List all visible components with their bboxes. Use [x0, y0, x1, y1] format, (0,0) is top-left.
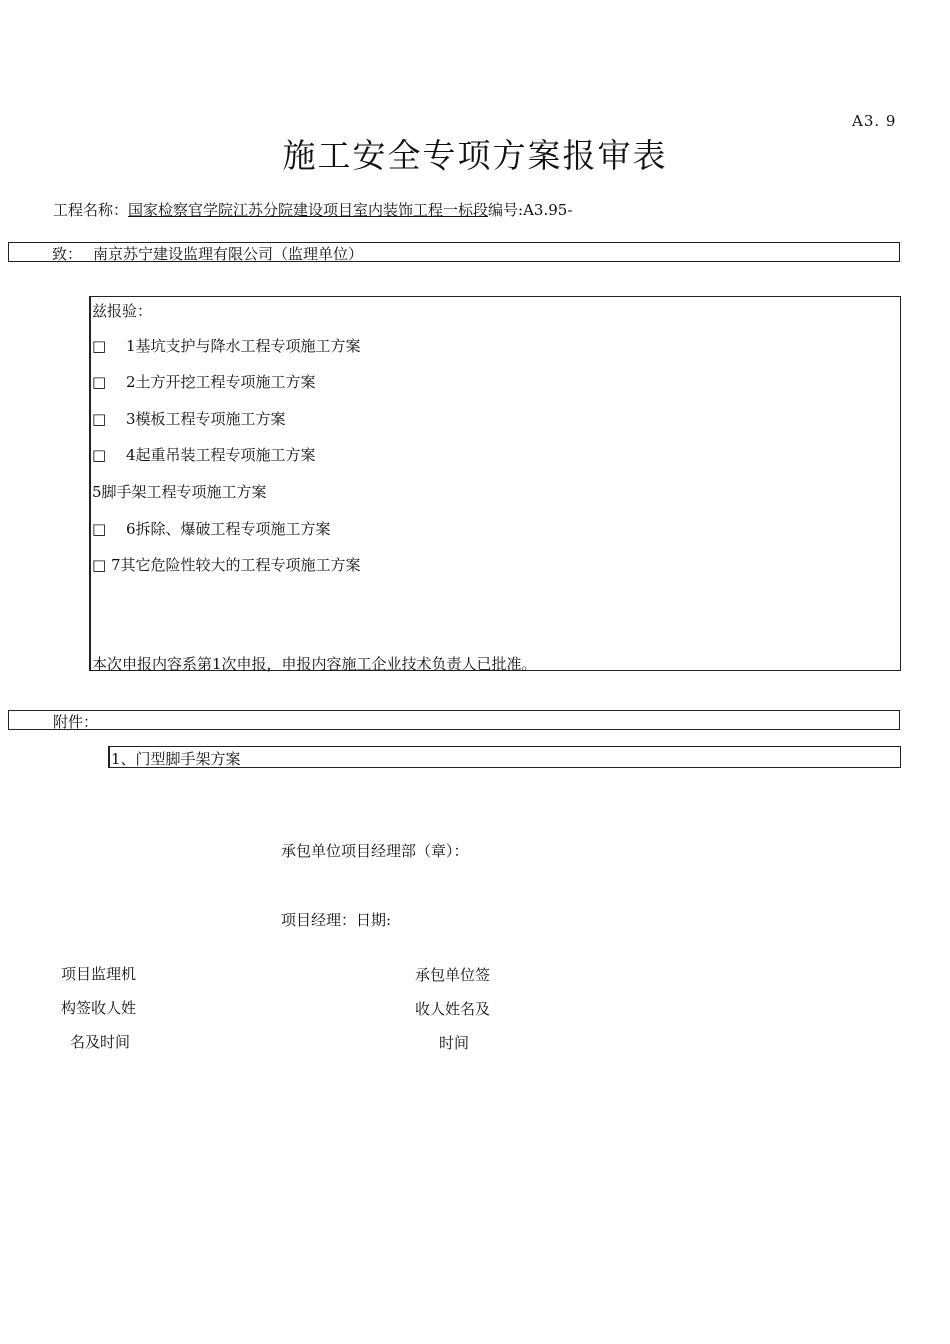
contractor-sign-line-2: 收人姓名及 [415, 1000, 491, 1018]
attachment-label: 附件： [53, 713, 99, 731]
supervisor-sign-line-2: 构签收人姓 [61, 999, 137, 1017]
recipient-value: 南京苏宁建设监理有限公司（监理单位） [93, 245, 364, 263]
checklist-item-7[interactable]: □ 7其它危险性较大的工程专项施工方案 [92, 556, 361, 574]
form-code: A3. 9 [852, 112, 897, 130]
report-heading: 兹报验： [92, 302, 153, 320]
checklist-item-4[interactable]: □ 4起重吊装工程专项施工方案 [92, 446, 316, 464]
checklist-item-6[interactable]: □ 6拆除、爆破工程专项施工方案 [92, 520, 331, 538]
attachment-row [8, 710, 900, 730]
contractor-sign-line-1: 承包单位签 [415, 966, 491, 984]
checklist-item-2[interactable]: □ 2土方开挖工程专项施工方案 [92, 373, 316, 391]
project-line [53, 199, 572, 220]
supervisor-sign-line-1: 项目监理机 [61, 965, 137, 983]
form-number: 编号:A3.95- [488, 201, 573, 219]
report-statement: 本次申报内容系第1次申报，申报内容施工企业技术负责人已批准。 [92, 655, 537, 673]
contractor-dept-seal: 承包单位项目经理部（章）： [281, 842, 469, 860]
attachment-item: 1、门型脚手架方案 [111, 750, 241, 768]
checklist-item-3[interactable]: □ 3模板工程专项施工方案 [92, 410, 286, 428]
contractor-sign-line-3: 时间 [439, 1034, 470, 1052]
supervisor-sign-line-3: 名及时间 [70, 1033, 131, 1051]
project-label: 工程名称： [53, 201, 129, 219]
manager-date: 项目经理：日期: [281, 911, 392, 929]
checklist-item-1[interactable]: □ 1基坑支护与降水工程专项施工方案 [92, 337, 361, 355]
recipient-label: 致： [52, 245, 83, 263]
page-title: 施工安全专项方案报审表 [282, 136, 668, 175]
project-name: 国家检察官学院江苏分院建设项目室内装饰工程一标段 [128, 201, 489, 219]
checklist-item-5[interactable]: 5脚手架工程专项施工方案 [92, 483, 267, 501]
